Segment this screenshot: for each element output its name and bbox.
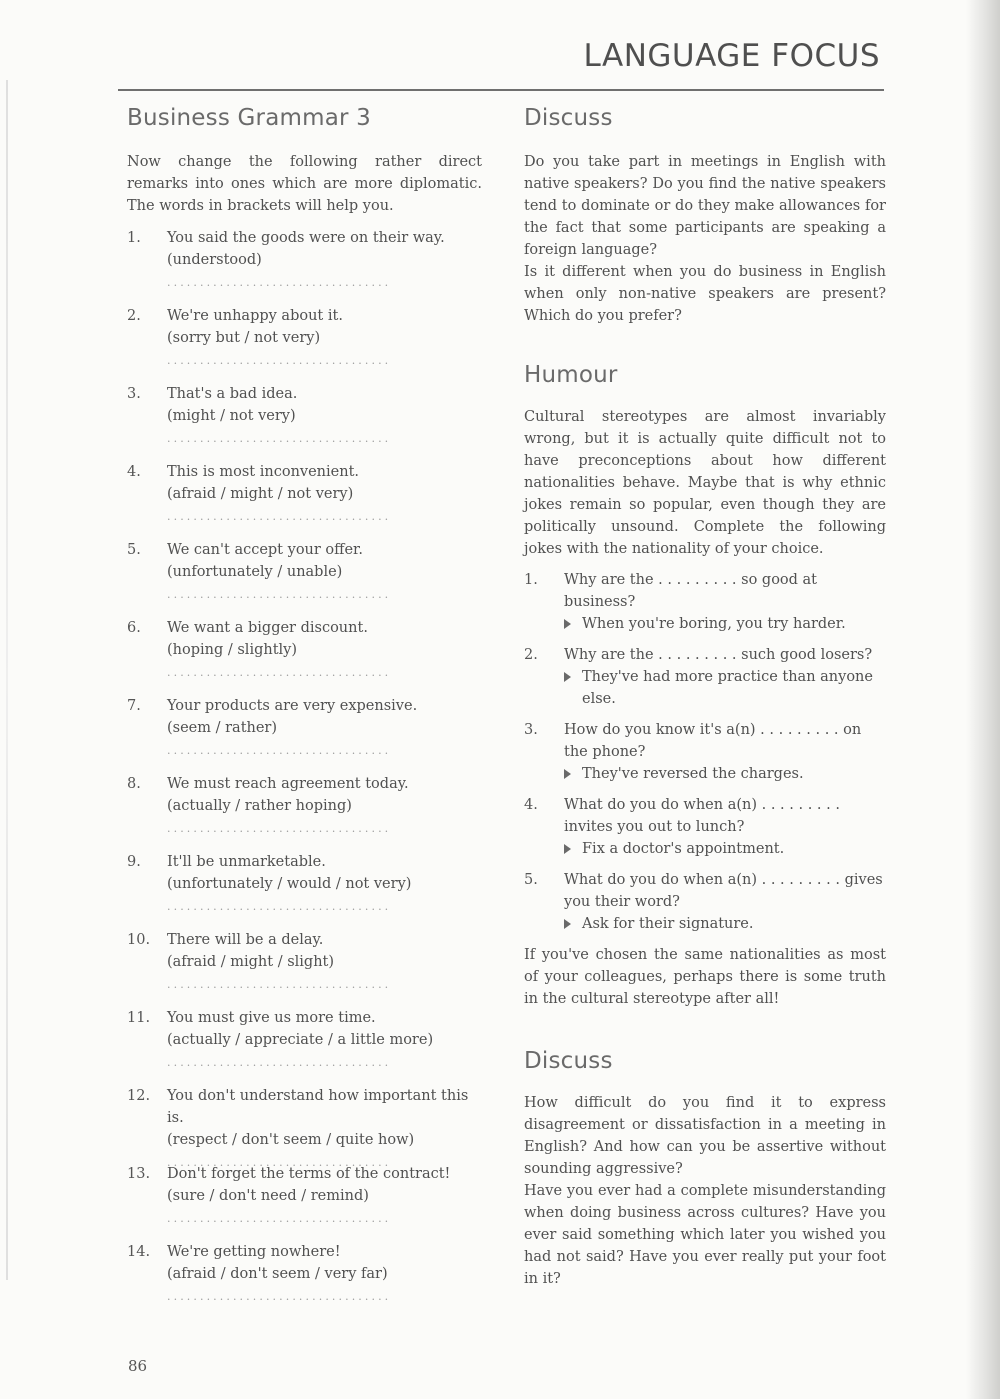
page-left-edge bbox=[6, 80, 8, 1280]
exercise-sentence: You said the goods were on their way. bbox=[167, 230, 445, 246]
exercise-item bbox=[127, 1007, 482, 1085]
exercise-sentence: That's a bad idea. bbox=[167, 386, 298, 402]
exercise-sentence: We can't accept your offer. bbox=[167, 542, 363, 558]
joke-question: Why are the . . . . . . . . . such good losers? bbox=[564, 647, 873, 663]
business-grammar-intro: Now change the following rather direct remarks into ones which are more diplomatic. The words in brackets will help you. bbox=[127, 154, 482, 214]
exercise-item bbox=[127, 305, 482, 383]
exercise-sentence: Don't forget the terms of the contract! bbox=[167, 1166, 451, 1182]
exercise-hint: (afraid / might / slight) bbox=[167, 954, 335, 970]
answer-blank[interactable]: .................................. bbox=[167, 276, 392, 289]
joke-item bbox=[524, 719, 886, 785]
discuss-2-para-2: Have you ever had a complete misunderstanding when doing business across cultures? Have you ever said something which later you wished you had not said? Have you ever really put your foot in it? bbox=[524, 1183, 886, 1287]
page-title: LANGUAGE FOCUS bbox=[583, 38, 880, 74]
exercise-hint: (sorry but / not very) bbox=[167, 330, 321, 346]
arrow-right-icon bbox=[564, 919, 571, 929]
joke-answer-text: They've reversed the charges. bbox=[582, 766, 804, 782]
exercise-number: 1. bbox=[127, 230, 141, 246]
exercise-sentence: You must give us more time. bbox=[167, 1010, 376, 1026]
joke-answer bbox=[564, 666, 886, 710]
joke-question: How do you know it's a(n) . . . . . . . . . on the phone? bbox=[564, 722, 862, 760]
discuss-1-para-2: Is it different when you do business in English when only non-native speakers are present? Which do you prefer? bbox=[524, 264, 886, 324]
discuss-section-2 bbox=[524, 1048, 886, 1290]
exercise-item bbox=[127, 695, 482, 773]
joke-list bbox=[524, 569, 886, 935]
exercise-hint: (unfortunately / unable) bbox=[167, 564, 343, 580]
arrow-right-icon bbox=[564, 619, 571, 629]
exercise-hint: (understood) bbox=[167, 252, 262, 268]
page-right-shadow bbox=[966, 0, 1000, 1399]
answer-blank[interactable]: .................................. bbox=[167, 588, 392, 601]
exercise-sentence: There will be a delay. bbox=[167, 932, 324, 948]
exercise-number: 5. bbox=[127, 542, 141, 558]
exercise-hint: (afraid / don't seem / very far) bbox=[167, 1266, 388, 1282]
answer-blank[interactable]: .................................. bbox=[167, 1290, 392, 1303]
exercise-hint: (actually / appreciate / a little more) bbox=[167, 1032, 434, 1048]
exercise-list bbox=[127, 227, 482, 1319]
joke-item bbox=[524, 644, 886, 710]
joke-item bbox=[524, 869, 886, 935]
exercise-hint: (seem / rather) bbox=[167, 720, 278, 736]
answer-blank[interactable]: .................................. bbox=[167, 354, 392, 367]
title-rule bbox=[118, 89, 884, 91]
answer-blank[interactable]: .................................. bbox=[167, 900, 392, 913]
joke-answer bbox=[564, 838, 886, 860]
exercise-sentence: We're unhappy about it. bbox=[167, 308, 343, 324]
joke-item bbox=[524, 569, 886, 635]
joke-question: What do you do when a(n) . . . . . . . . . invites you out to lunch? bbox=[564, 797, 840, 835]
exercise-hint: (respect / don't seem / quite how) bbox=[167, 1132, 415, 1148]
exercise-item bbox=[127, 539, 482, 617]
joke-answer bbox=[564, 913, 886, 935]
answer-blank[interactable]: .................................. bbox=[167, 666, 392, 679]
discuss-heading-1: Discuss bbox=[524, 105, 613, 131]
discuss-2-para-1: How difficult do you find it to express disagreement or dissatisfaction in a meeting in English? And how can you be assertive without sounding aggressive? bbox=[524, 1095, 886, 1177]
exercise-number: 4. bbox=[127, 464, 141, 480]
exercise-item bbox=[127, 1085, 482, 1169]
arrow-right-icon bbox=[564, 844, 571, 854]
joke-answer-text: Ask for their signature. bbox=[582, 916, 754, 932]
humour-outro: If you've chosen the same nationalities as most of your colleagues, perhaps there is some truth in the cultural stereotype after all! bbox=[524, 947, 886, 1007]
answer-blank[interactable]: .................................. bbox=[167, 1212, 392, 1225]
exercise-item bbox=[127, 461, 482, 539]
answer-blank[interactable]: .................................. bbox=[167, 1156, 392, 1169]
exercise-number: 12. bbox=[127, 1088, 151, 1104]
exercise-item bbox=[127, 1241, 482, 1319]
answer-blank[interactable]: .................................. bbox=[167, 744, 392, 757]
exercise-number: 3. bbox=[127, 386, 141, 402]
joke-answer-text: When you're boring, you try harder. bbox=[582, 616, 846, 632]
exercise-number: 11. bbox=[127, 1010, 151, 1026]
exercise-item bbox=[127, 773, 482, 851]
exercise-sentence: We want a bigger discount. bbox=[167, 620, 368, 636]
joke-number: 3. bbox=[524, 722, 538, 738]
humour-heading: Humour bbox=[524, 362, 618, 388]
joke-answer bbox=[564, 613, 886, 635]
answer-blank[interactable]: .................................. bbox=[167, 822, 392, 835]
exercise-item bbox=[127, 851, 482, 929]
arrow-right-icon bbox=[564, 769, 571, 779]
joke-item bbox=[524, 794, 886, 860]
business-grammar-heading: Business Grammar 3 bbox=[127, 105, 372, 131]
exercise-sentence: We're getting nowhere! bbox=[167, 1244, 341, 1260]
exercise-sentence: We must reach agreement today. bbox=[167, 776, 409, 792]
exercise-hint: (actually / rather hoping) bbox=[167, 798, 352, 814]
joke-number: 2. bbox=[524, 647, 538, 663]
page-number: 86 bbox=[128, 1357, 148, 1375]
joke-question: What do you do when a(n) . . . . . . . . . gives you their word? bbox=[564, 872, 883, 910]
answer-blank[interactable]: .................................. bbox=[167, 432, 392, 445]
exercise-number: 13. bbox=[127, 1166, 151, 1182]
discuss-section-1 bbox=[524, 105, 886, 327]
humour-intro: Cultural stereotypes are almost invariably wrong, but it is actually quite difficult not to have preconceptions about how different nationalities behave. Maybe that is why ethnic jokes remain so popular, even though they are politically unsound. Complete the following jokes with the nationality of your choice. bbox=[524, 409, 886, 557]
exercise-item bbox=[127, 383, 482, 461]
joke-number: 5. bbox=[524, 872, 538, 888]
exercise-number: 7. bbox=[127, 698, 141, 714]
exercise-item bbox=[127, 1163, 482, 1241]
exercise-number: 8. bbox=[127, 776, 141, 792]
exercise-number: 10. bbox=[127, 932, 151, 948]
arrow-right-icon bbox=[564, 672, 571, 682]
discuss-heading-2: Discuss bbox=[524, 1048, 613, 1074]
joke-number: 1. bbox=[524, 572, 538, 588]
exercise-number: 14. bbox=[127, 1244, 151, 1260]
exercise-number: 6. bbox=[127, 620, 141, 636]
joke-answer-text: Fix a doctor's appointment. bbox=[582, 841, 785, 857]
business-grammar-section bbox=[127, 105, 482, 1319]
right-column bbox=[524, 105, 886, 1290]
exercise-item bbox=[127, 929, 482, 1007]
answer-blank[interactable]: .................................. bbox=[167, 978, 392, 991]
joke-answer bbox=[564, 763, 886, 785]
exercise-sentence: You don't understand how important this is. bbox=[167, 1088, 469, 1126]
exercise-number: 9. bbox=[127, 854, 141, 870]
exercise-hint: (unfortunately / would / not very) bbox=[167, 876, 412, 892]
exercise-hint: (sure / don't need / remind) bbox=[167, 1188, 369, 1204]
exercise-hint: (hoping / slightly) bbox=[167, 642, 298, 658]
exercise-number: 2. bbox=[127, 308, 141, 324]
exercise-hint: (afraid / might / not very) bbox=[167, 486, 354, 502]
joke-question: Why are the . . . . . . . . . so good at business? bbox=[564, 572, 818, 610]
answer-blank[interactable]: .................................. bbox=[167, 510, 392, 523]
exercise-hint: (might / not very) bbox=[167, 408, 296, 424]
exercise-sentence: It'll be unmarketable. bbox=[167, 854, 326, 870]
joke-answer-text: They've had more practice than anyone else. bbox=[582, 669, 873, 707]
joke-number: 4. bbox=[524, 797, 538, 813]
exercise-sentence: Your products are very expensive. bbox=[167, 698, 418, 714]
exercise-item bbox=[127, 227, 482, 305]
exercise-sentence: This is most inconvenient. bbox=[167, 464, 360, 480]
humour-section bbox=[524, 362, 886, 1010]
answer-blank[interactable]: .................................. bbox=[167, 1056, 392, 1069]
exercise-item bbox=[127, 617, 482, 695]
discuss-1-para-1: Do you take part in meetings in English with native speakers? Do you find the native speakers tend to dominate or do they make allowances for the fact that some participants are speaking a foreign language? bbox=[524, 154, 886, 258]
